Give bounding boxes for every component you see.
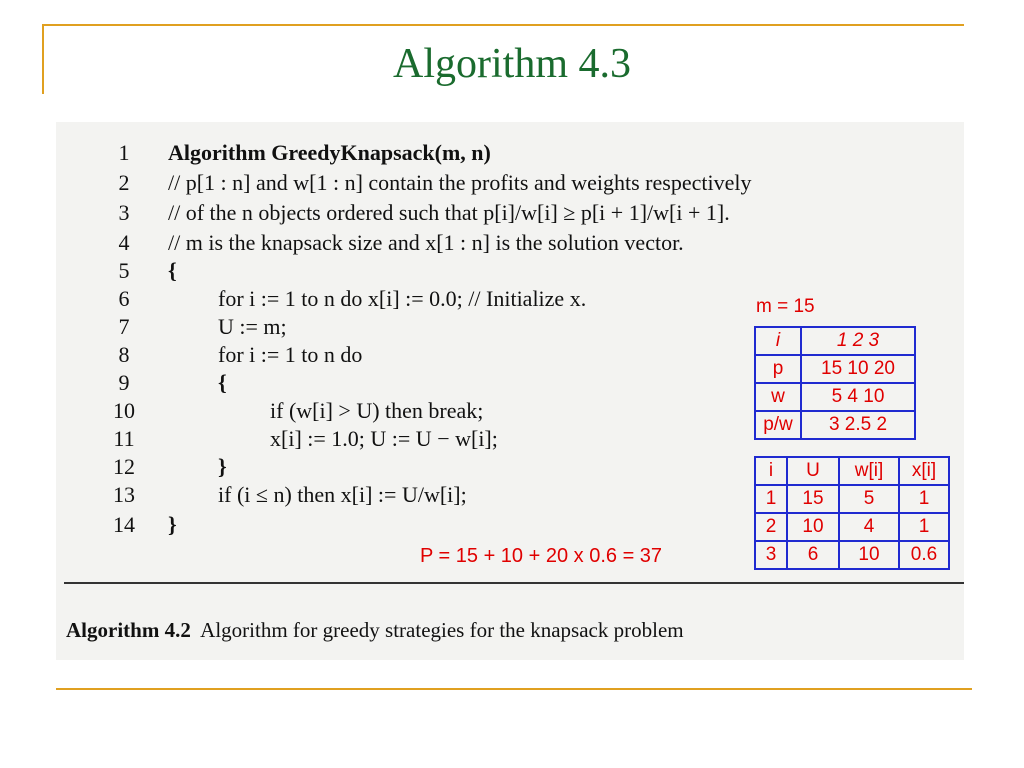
line-number: 9 xyxy=(118,370,130,395)
line-number: 7 xyxy=(118,314,130,339)
table-cell: 3 xyxy=(755,541,787,569)
top-frame-line xyxy=(42,24,964,26)
table-cell: 1 xyxy=(899,485,949,513)
row-values: 3 2.5 2 xyxy=(801,411,915,439)
line-text: // m is the knapsack size and x[1 : n] is the solution vector. xyxy=(168,230,684,255)
line-number: 11 xyxy=(113,426,135,451)
slide-title: Algorithm 4.3 xyxy=(393,41,631,87)
table-cell: 0.6 xyxy=(899,541,949,569)
caption-divider xyxy=(64,582,964,584)
line-number: 14 xyxy=(113,512,135,537)
line-number: 4 xyxy=(118,230,130,255)
line-text: for i := 1 to n do x[i] := 0.0; // Initialize x. xyxy=(218,286,587,311)
row-header: p/w xyxy=(755,411,801,439)
column-header: i xyxy=(755,457,787,485)
table-cell: 10 xyxy=(839,541,899,569)
object-table xyxy=(754,326,916,440)
line-text: { xyxy=(168,258,177,283)
line-number: 6 xyxy=(118,286,130,311)
column-header: U xyxy=(787,457,839,485)
table-cell: 1 xyxy=(755,485,787,513)
line-text: } xyxy=(218,454,227,479)
row-header: i xyxy=(755,327,801,355)
caption-label: Algorithm 4.2 xyxy=(66,618,191,642)
row-header: p xyxy=(755,355,801,383)
table-cell: 2 xyxy=(755,513,787,541)
table-cell: 10 xyxy=(787,513,839,541)
table-row xyxy=(755,327,915,355)
table-row xyxy=(755,383,915,411)
column-header: x[i] xyxy=(899,457,949,485)
table-row xyxy=(755,485,949,513)
line-number: 13 xyxy=(113,482,135,507)
algorithm-caption xyxy=(66,618,684,643)
line-text: { xyxy=(218,370,227,395)
column-header: w[i] xyxy=(839,457,899,485)
table-cell: 5 xyxy=(839,485,899,513)
row-values: 1 2 3 xyxy=(801,327,915,355)
line-number: 5 xyxy=(118,258,130,283)
knapsack-size-label: m = 15 xyxy=(756,296,815,317)
line-number: 1 xyxy=(118,140,130,165)
table-cell: 6 xyxy=(787,541,839,569)
profit-formula: P = 15 + 10 + 20 x 0.6 = 37 xyxy=(420,545,663,567)
line-text: // p[1 : n] and w[1 : n] contain the profits and weights respectively xyxy=(168,170,752,195)
line-text: for i := 1 to n do xyxy=(218,342,363,367)
table-row xyxy=(755,541,949,569)
trace-table xyxy=(754,456,950,570)
table-cell: 15 xyxy=(787,485,839,513)
line-number: 12 xyxy=(113,454,135,479)
line-text: // of the n objects ordered such that p[i]/w[i] ≥ p[i + 1]/w[i + 1]. xyxy=(168,200,730,225)
table-row xyxy=(755,355,915,383)
line-number: 3 xyxy=(118,200,130,225)
bottom-frame-line xyxy=(56,688,972,690)
table-cell: 1 xyxy=(899,513,949,541)
row-header: w xyxy=(755,383,801,411)
line-text: x[i] := 1.0; U := U − w[i]; xyxy=(270,426,498,451)
line-text: if (i ≤ n) then x[i] := U/w[i]; xyxy=(218,482,467,507)
table-cell: 4 xyxy=(839,513,899,541)
line-text: U := m; xyxy=(218,314,287,339)
table-header-row xyxy=(755,457,949,485)
row-values: 5 4 10 xyxy=(801,383,915,411)
caption-text: Algorithm for greedy strategies for the knapsack problem xyxy=(200,618,684,642)
row-values: 15 10 20 xyxy=(801,355,915,383)
line-number: 10 xyxy=(113,398,135,423)
line-number: 8 xyxy=(118,342,130,367)
line-text: if (w[i] > U) then break; xyxy=(270,398,484,423)
table-row xyxy=(755,411,915,439)
line-number: 2 xyxy=(118,170,130,195)
line-text: Algorithm GreedyKnapsack(m, n) xyxy=(168,140,491,165)
line-text: } xyxy=(168,512,177,537)
table-row xyxy=(755,513,949,541)
